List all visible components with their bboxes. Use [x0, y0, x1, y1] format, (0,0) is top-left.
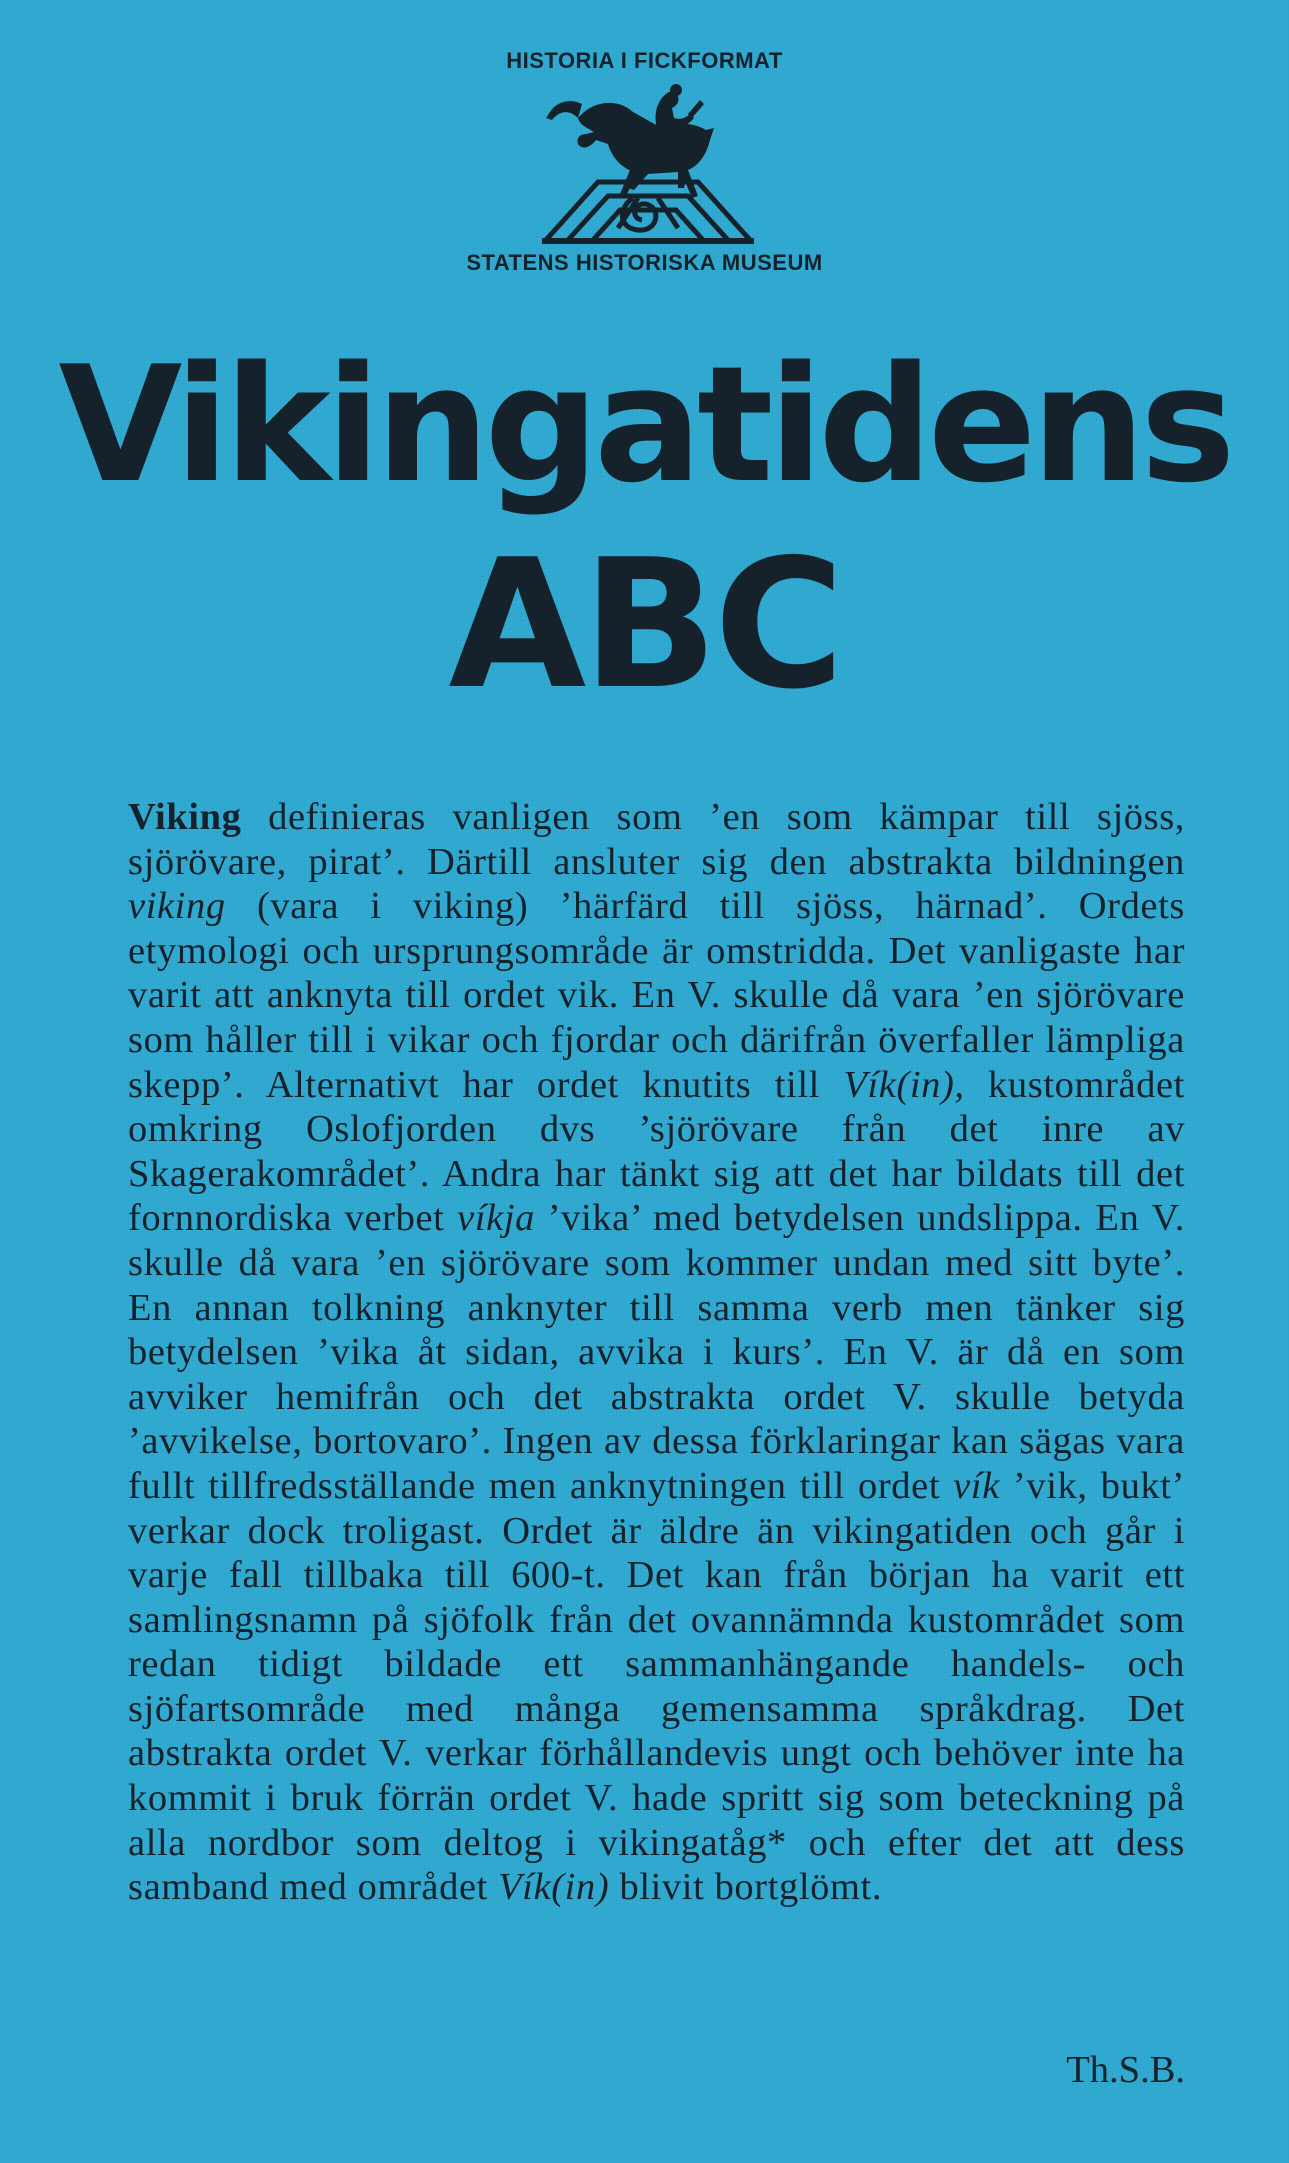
series-title: HISTORIA I FICKFORMAT: [506, 48, 783, 73]
entry-italic-term: viking: [128, 885, 226, 928]
entry-italic-term: Vík(in),: [843, 1063, 965, 1106]
entry-text-run: definieras vanligen som ’en som kämpar till sjöss, sjörövare, pirat’. Därtill ansluter sig den abstrakta bildningen: [128, 796, 1185, 883]
book-title-line1: Vikingatidens: [58, 331, 1231, 518]
viking-rider-stone-icon: [538, 78, 758, 248]
entry-italic-term: víkja: [457, 1197, 535, 1240]
entry-italic-term: vík: [953, 1464, 1000, 1507]
entry-italic-term: Vík(in): [498, 1866, 610, 1909]
entry-text-run: ’vik, bukt’ verkar dock troligast. Ordet är äldre än vikingatiden och går i varje fall tillbaka till 600-t. Det kan från början ha varit ett samlingsnamn på sjöfolk från det ovannämnda kustområdet som redan tidigt bildade ett sammanhängande handels- och sjöfartsområde med många gemensamma språkdrag. Det abstrakta ordet V. verkar förhållandevis ungt och behöver inte ha kommit i bruk förrän ordet V. hade spritt sig som beteckning på alla nordbor som deltog i vikingatåg* och efter det att dess samband med området: [128, 1464, 1185, 1909]
entry-headword: Viking: [128, 796, 242, 838]
entry-body: [128, 796, 1185, 1908]
entry-text-run: kustområdet omkring Oslofjorden dvs ’sjörövare från det inre av Skagerakområdet’. Andra har tänkt sig att det har bildats till det fornnordiska verbet: [128, 1063, 1185, 1240]
book-title-line2: ABC: [448, 521, 841, 728]
entry-text-run: blivit bortglömt.: [609, 1866, 883, 1909]
museum-name: STATENS HISTORISKA MUSEUM: [466, 250, 823, 275]
entry-text-run: ’vika’ med betydelsen undslippa. En V. skulle då vara ’en sjörövare som kommer undan med sitt byte’. En annan tolkning anknyter till samma verb men tänker sig betydelsen ’vika åt sidan, avvika i kurs’. En V. är då en som avviker hemifrån och det abstrakta ordet V. skulle betyda ’avvikelse, bortovaro’. Ingen av dessa förklaringar kan sägas vara fullt tillfredsställande men anknytningen till ordet: [128, 1197, 1185, 1507]
author-signature: Th.S.B.: [1066, 2049, 1185, 2091]
entry-text-run: (vara i viking) ’härfärd till sjöss, härnad’. Ordets etymologi och ursprungsområde är omstridda. Det vanligaste har varit att anknyta till ordet vik. En V. skulle då vara ’en sjörövare som håller till i vikar och fjordar och därifrån överfaller lämpliga skepp’. Alternativt har ordet knutits till: [128, 885, 1185, 1106]
entry-paragraph: [128, 795, 1185, 1910]
